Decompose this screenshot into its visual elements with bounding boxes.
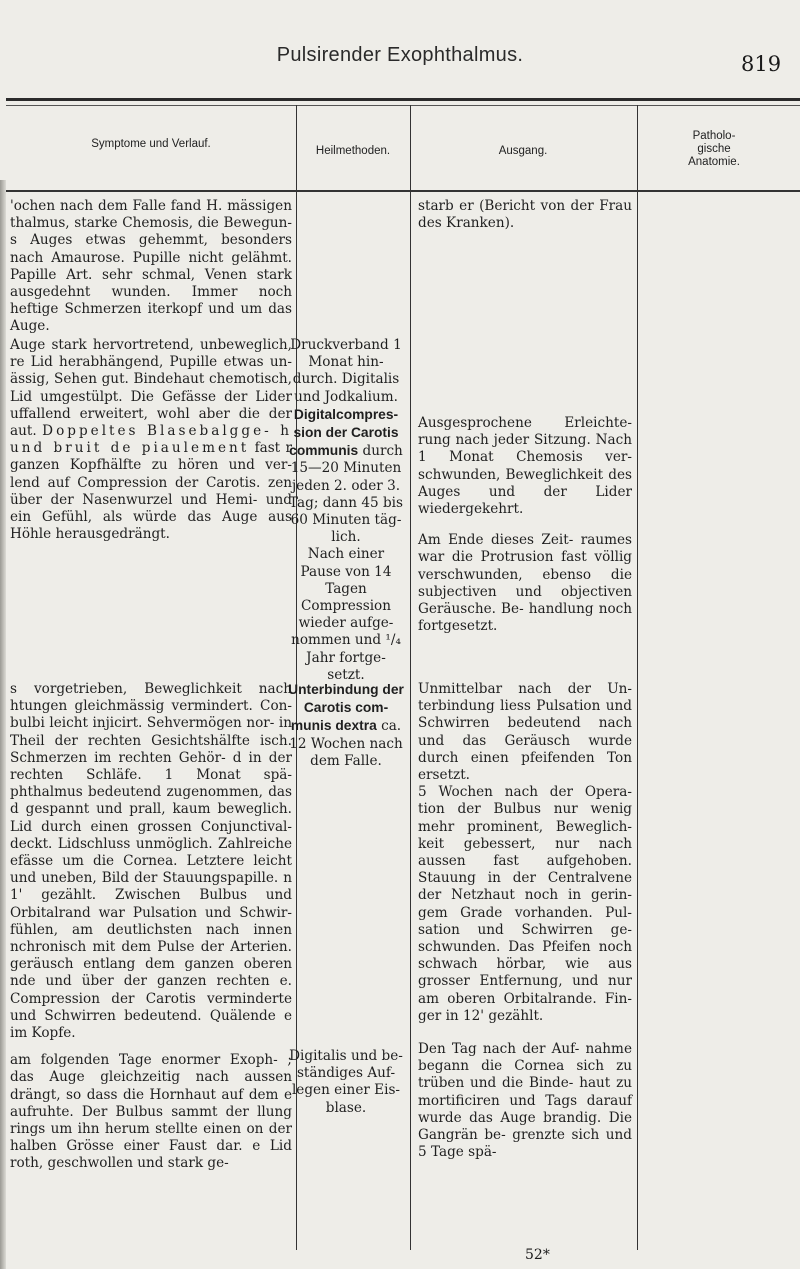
entry3-therapy-text-1 [288, 681, 404, 770]
entry3-symptoms [10, 681, 292, 1173]
table-header-bottom-rule [6, 190, 800, 192]
entry3-outcome [418, 681, 632, 1161]
entry2-symptoms-text [10, 337, 292, 543]
column-header-outcome: Ausgang. [498, 145, 548, 157]
entry3-symptoms-text-2: am folgenden Tage enormer Exoph- ; das Auge gleichzeitig nach aussen drängt, so dass die Hornhaut auf dem e aufruhte. Der Bulbus sammt der llung rings um ihn herum stellte einen on der halben Grösse einer Faust dar. e Lid roth, geschwollen und stark ge- [10, 1052, 292, 1172]
entry2-symptoms-spaced: Doppeltes Blasebalgge- h und bruit de piaulement [10, 423, 292, 457]
entry2-therapy-text-2: Nach einer Pause von 14 Tagen Compression wieder aufge- nommen und ¹/₄ Jahr fortge- setzt. [291, 546, 401, 683]
table-header-rule [6, 105, 800, 106]
entry1-symptoms [10, 198, 292, 336]
entry3-therapy-text-2: Digitalis und be- ständiges Auf- legen einer Eis- blase. [289, 1048, 403, 1116]
entry3-outcome-text-2: 5 Wochen nach der Opera- tion der Bulbus nur wenig mehr prominent, Beweglich- keit gebessert, nur nach aussen fast aufgehoben. Stauung in der Centralvene der Netzhaut noch in gerin- gem Grade vorhanden. Pul- sation und Schwirren ge- schwunden. Das Pfeifen noch schwach hörbar, wie aus grosser Entfernung, und nur am oberen Orbitalrande. Fin- ger in 12' gezählt. [418, 784, 632, 1024]
entry1-outcome-text: starb er (Bericht von der Frau des Kranken). [418, 198, 632, 232]
running-head: Pulsirender Exophthalmus. [276, 44, 524, 66]
column-divider-2 [410, 105, 411, 1250]
entry2-therapy-part-a: Druckverband 1 Monat hin- durch. Digitalis und Jodkalium. [290, 337, 402, 405]
column-header-therapy: Heilmethoden. [315, 145, 391, 157]
entry2-outcome [418, 415, 632, 635]
column-header-anatomy [639, 130, 789, 169]
entry2-therapy-part-b: durch 15—20 Minuten jeden 2. oder 3. Tag; dann 45 bis 60 Minuten täg- lich. [289, 443, 403, 546]
anatomy-header-line-2: gische [697, 143, 731, 155]
anatomy-header-line-3: Anatomie. [688, 156, 740, 168]
entry2-therapy [288, 337, 404, 684]
entry1-symptoms-text: 'ochen nach dem Falle fand H. mässigen thalmus, starke Chemosis, die Bewegun- s Auges etwas gehemmt, besonders nach Amaurose. Pupille nicht gelähmt. Papille Art. sehr schmal, Venen stark ausgedehnt wunden. Immer noch heftige Schmerzen iterkopf und um das Auge. [10, 198, 292, 335]
column-header-symptoms: Symptome und Verlauf. [91, 138, 211, 150]
entry2-symptoms-part-b: fast r ganzen Kopfhälfte zu hören und ver- lend auf Compression der Carotis. zen über der Nasenwurzel und Hemi- und ein Gefühl, als würde das Auge aus Höhle herausgedrängt. [10, 440, 292, 543]
entry2-symptoms-part-a: Auge stark hervortretend, unbeweglich, re Lid herabhängend, Pupille etwas un- ässig, Sehen gut. Bindehaut chemotisch, Lid umgestülpt. Die Gefässe der Lider uffallend erweitert, wohl aber die der aut. [10, 337, 292, 440]
scan-edge-shadow [0, 180, 6, 1269]
signature-mark: 52* [525, 1247, 550, 1263]
entry3-therapy-part-a: ca. 12 Wochen nach dem Falle. [289, 718, 403, 769]
entry1-outcome [418, 198, 632, 232]
table-top-rule [6, 98, 800, 101]
entry3-outcome-text-3: Den Tag nach der Auf- nahme begann die Cornea sich zu trüben und die Binde- haut zu mortificiren und Tags darauf wurde das Auge brandig. Die Gangrän be- grenzte sich und 5 Tage spä- [418, 1041, 632, 1161]
anatomy-header-line-1: Patholo- [692, 130, 736, 142]
entry2-therapy-bold: Digitalcompres- sion der Carotis communis [289, 406, 399, 459]
column-divider-3 [637, 105, 638, 1250]
page-number: 819 [741, 52, 782, 76]
entry3-therapy-bold: Unterbindung der Carotis com- munis dextra [288, 682, 404, 734]
entry3-therapy [288, 681, 404, 1117]
entry3-outcome-text-1: Unmittelbar nach der Un- terbindung liess Pulsation und Schwirren bedeutend nach und das Geräusch wurde durch einen pfeifenden Ton ersetzt. [418, 681, 632, 784]
entry2-outcome-text-2: Am Ende dieses Zeit- raumes war die Protrusion fast völlig verschwunden, ebenso die subjectiven und objectiven Geräusche. Be- handlung noch fortgesetzt. [418, 532, 632, 635]
entry3-symptoms-text-1: s vorgetrieben, Beweglichkeit nach htungen gleichmässig vermindert. Con- bulbi leicht injicirt. Sehvermögen nor- in Theil der rechten Gesichtshälfte isch. Schmerzen im rechten Gehör- d in der rechten Schläfe. 1 Monat spä- phthalmus bedeutend zugenommen, das d gespannt und prall, kaum beweglich. Lid durch einen grossen Conjunctival- deckt. Lidschluss unmöglich. Zahlreiche efässe um die Cornea. Letztere leicht und uneben, Bild der Stauungspapille. n 1' gezählt. Zwischen Bulbus und Orbitalrand war Pulsation und Schwir- fühlen, am deutlichsten nach innen nchronisch mit dem Pulse der Arterien. geräusch entlang dem ganzen oberen nde und über der ganzen rechten e. Compression der Carotis verminderte und Schwirren bedeutend. Quälende e im Kopfe. [10, 681, 292, 1042]
entry2-therapy-text [288, 337, 404, 546]
entry2-symptoms [10, 337, 292, 543]
entry2-outcome-text-1: Ausgesprochene Erleichte- rung nach jeder Sitzung. Nach 1 Monat Chemosis ver- schwunden, Beweglichkeit des Auges und der Lider wiedergekehrt. [418, 415, 632, 518]
